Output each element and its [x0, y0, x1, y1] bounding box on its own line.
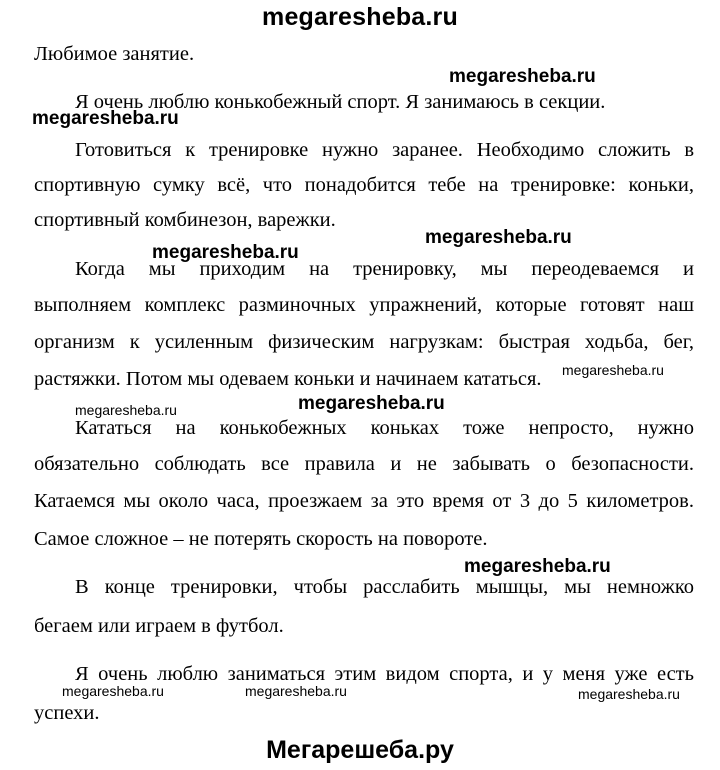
watermark: megaresheba.ru [464, 556, 611, 577]
essay-line-4: спортивный комбинезон, варежки. [34, 209, 336, 231]
essay-line-8: растяжки. Потом мы одеваем коньки и начинаем кататься. [34, 368, 542, 390]
watermark: megaresheba.ru [578, 686, 680, 702]
essay-line-9: Кататься на конькобежных коньках тоже непросто, нужно [75, 417, 694, 439]
essay-line-2: Готовиться к тренировке нужно заранее. Необходимо сложить в [75, 139, 694, 161]
essay-line-3: спортивную сумку всё, что понадобится тебе на тренировке: коньки, [34, 174, 694, 196]
essay-title: Любимое занятие. [34, 43, 195, 65]
watermark: megaresheba.ru [62, 683, 164, 699]
essay-line-12: Самое сложное – не потерять скорость на повороте. [34, 528, 488, 550]
essay-line-7: организм к усиленным физическим нагрузкам: быстрая ходьба, бег, [34, 331, 694, 353]
watermark: megaresheba.ru [449, 66, 596, 87]
essay-line-13: В конце тренировки, чтобы расслабить мышцы, мы немножко [75, 576, 694, 598]
watermark: megaresheba.ru [152, 242, 299, 263]
watermark: megaresheba.ru [245, 683, 347, 699]
essay-line-5: Когда мы приходим на тренировку, мы переодеваемся и [75, 258, 694, 280]
essay-line-6: выполняем комплекс разминочных упражнений, которые готовят наш [34, 294, 694, 316]
essay-line-14: бегаем или играем в футбол. [34, 615, 284, 637]
site-footer-watermark: Мегарешеба.ру [266, 736, 454, 764]
watermark: megaresheba.ru [75, 402, 177, 418]
site-header-watermark: megaresheba.ru [262, 3, 458, 31]
watermark: megaresheba.ru [298, 393, 445, 414]
watermark: megaresheba.ru [32, 108, 179, 129]
essay-line-16: успехи. [34, 702, 100, 724]
essay-line-15: Я очень люблю заниматься этим видом спорта, и у меня уже есть [75, 663, 694, 685]
essay-line-10: обязательно соблюдать все правила и не забывать о безопасности. [34, 453, 694, 475]
watermark: megaresheba.ru [562, 362, 664, 378]
essay-line-1: Я очень люблю конькобежный спорт. Я занимаюсь в секции. [75, 91, 606, 113]
watermark: megaresheba.ru [425, 227, 572, 248]
essay-line-11: Катаемся мы около часа, проезжаем за это время от 3 до 5 километров. [34, 490, 694, 512]
